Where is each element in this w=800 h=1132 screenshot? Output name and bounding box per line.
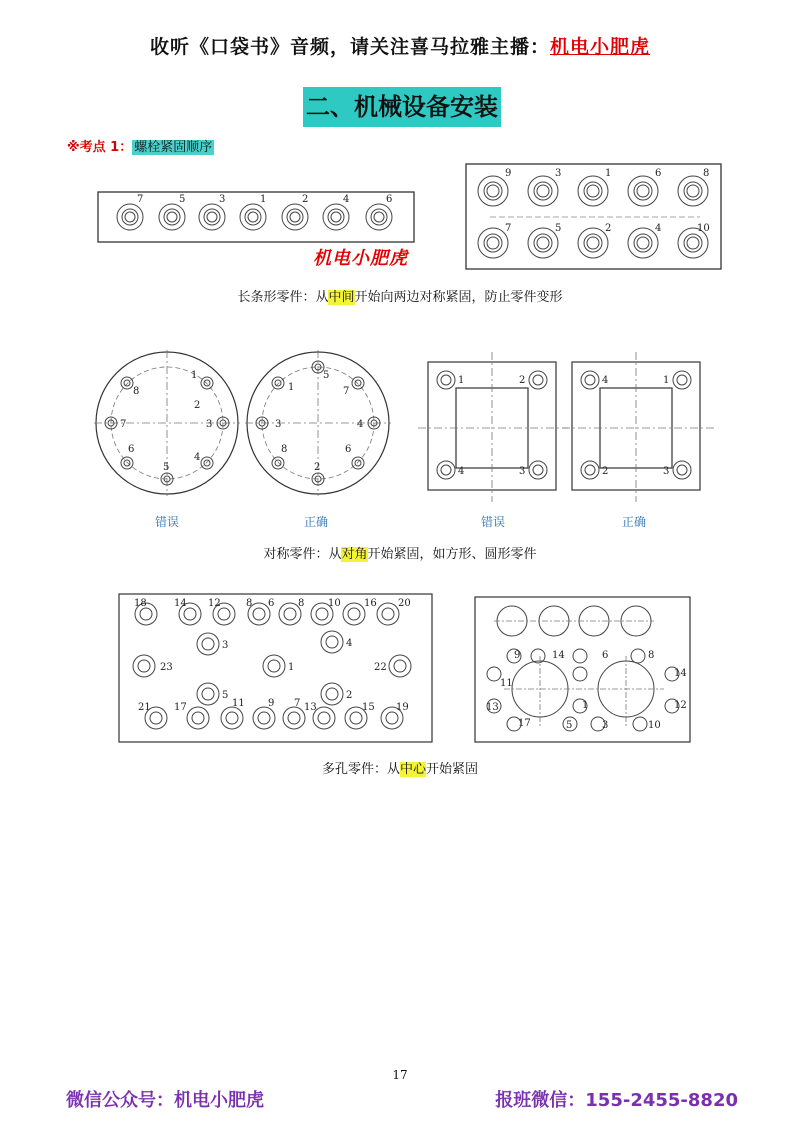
multi-num: 8 <box>246 598 253 609</box>
circle-num: 4 <box>357 419 364 430</box>
square-num: 1 <box>663 375 670 386</box>
multi-num: 22 <box>374 662 387 673</box>
caption-text: 对称零件：从 <box>263 547 342 562</box>
plate-num: 4 <box>655 223 662 234</box>
multi-num: 23 <box>160 662 173 673</box>
page-header <box>0 32 800 59</box>
square-num: 1 <box>458 375 465 386</box>
strip-num: 2 <box>302 194 309 205</box>
circle-num: 2 <box>314 462 321 473</box>
circle-num: 4 <box>194 452 201 463</box>
label-wrong: 错误 <box>481 515 506 529</box>
circle-num: 7 <box>120 419 127 430</box>
multi-num: 3 <box>222 640 229 651</box>
strip-num: 1 <box>260 194 267 205</box>
plate-num: 3 <box>555 168 562 179</box>
multi-num: 11 <box>232 698 245 709</box>
multi-num: 5 <box>222 690 229 701</box>
plate-num: 9 <box>505 168 512 179</box>
strip-num: 3 <box>219 194 226 205</box>
multi-num: 6 <box>268 598 275 609</box>
exam-point <box>67 136 214 155</box>
label-right: 正确 <box>622 515 647 529</box>
strip-num: 6 <box>386 194 393 205</box>
circle-num: 3 <box>206 419 213 430</box>
multi-num: 13 <box>304 702 317 713</box>
multi-num: 1 <box>288 662 295 673</box>
multi-num: 19 <box>396 702 409 713</box>
circle-num: 1 <box>191 370 198 381</box>
multi-num: 4 <box>346 638 353 649</box>
strip-num: 7 <box>137 194 144 205</box>
multi-num: 8 <box>298 598 305 609</box>
circle-right-figure <box>245 350 391 496</box>
multi-num: 15 <box>362 702 375 713</box>
multi-num: 2 <box>346 690 353 701</box>
hole-num: 8 <box>648 650 655 661</box>
hole-num: 1 <box>582 700 589 711</box>
multi-num: 10 <box>328 598 341 609</box>
caption-highlight: 中心 <box>399 762 426 777</box>
strip-num: 5 <box>179 194 186 205</box>
circle-num: 1 <box>288 382 295 393</box>
caption-highlight: 对角 <box>341 547 368 562</box>
hole-num: 11 <box>500 678 513 689</box>
square-num: 4 <box>458 466 465 477</box>
caption-text: 长条形零件：从 <box>237 290 329 305</box>
holes-plate-figure <box>474 596 692 744</box>
square-num: 4 <box>602 375 609 386</box>
multi-num: 17 <box>174 702 187 713</box>
multi-num: 14 <box>174 598 187 609</box>
hole-num: 17 <box>518 718 531 729</box>
hole-num: 5 <box>566 720 573 731</box>
plate-num: 6 <box>655 168 662 179</box>
square-right-figure <box>562 352 716 502</box>
multi-num: 9 <box>268 698 275 709</box>
hole-num: 12 <box>674 700 687 711</box>
circle-num: 8 <box>281 444 288 455</box>
hole-num: 14 <box>674 668 687 679</box>
strip-figure <box>97 190 417 246</box>
square-num: 2 <box>602 466 609 477</box>
multi-num: 18 <box>134 598 147 609</box>
circle-wrong-figure <box>94 350 240 496</box>
watermark: 机电小肥虎 <box>313 248 408 269</box>
hole-num: 6 <box>602 650 609 661</box>
square-num: 3 <box>519 466 526 477</box>
caption-symmetric <box>0 543 800 562</box>
caption-multi-hole <box>0 758 800 777</box>
header-brand: 机电小肥虎 <box>550 36 651 58</box>
hole-num: 3 <box>602 720 609 731</box>
caption-text: 开始紧固，如方形、圆形零件 <box>367 547 537 562</box>
multi-num: 16 <box>364 598 377 609</box>
multi-num: 21 <box>138 702 151 713</box>
circle-num: 5 <box>163 462 170 473</box>
plate-num: 2 <box>605 223 612 234</box>
caption-text: 开始紧固 <box>426 762 479 777</box>
page-number: 17 <box>392 1068 408 1082</box>
footer-contact: 报班微信：155-2455-8820 <box>495 1090 738 1111</box>
section-title: 二、机械设备安装 <box>303 87 501 127</box>
caption-highlight: 中间 <box>328 290 355 305</box>
circle-num: 2 <box>194 400 201 411</box>
hole-num: 9 <box>514 650 521 661</box>
hole-num: 13 <box>486 702 499 713</box>
circle-num: 7 <box>343 386 350 397</box>
circle-num: 8 <box>133 386 140 397</box>
exam-point-prefix: ※考点 1： <box>67 140 133 155</box>
label-right: 正确 <box>304 515 329 529</box>
exam-point-topic: 螺栓紧固顺序 <box>134 140 213 155</box>
plate-num: 10 <box>697 223 710 234</box>
multi-num: 12 <box>208 598 221 609</box>
square-num: 2 <box>519 375 526 386</box>
multi-num: 20 <box>398 598 411 609</box>
circle-num: 3 <box>275 419 282 430</box>
plate-num: 7 <box>505 223 512 234</box>
plate-num: 8 <box>703 168 710 179</box>
plate-figure <box>465 163 723 271</box>
header-text: 收听《口袋书》音频，请关注喜马拉雅主播： <box>149 36 550 58</box>
circle-num: 5 <box>323 370 330 381</box>
square-wrong-figure <box>418 352 568 502</box>
strip-num: 4 <box>343 194 350 205</box>
caption-text: 开始向两边对称紧固，防止零件变形 <box>354 290 563 305</box>
caption-text: 多孔零件：从 <box>321 762 400 777</box>
hole-num: 10 <box>648 720 661 731</box>
footer-wechat-account: 微信公众号：机电小肥虎 <box>66 1090 264 1111</box>
hole-num: 14 <box>552 650 565 661</box>
circle-num: 6 <box>128 444 135 455</box>
caption-strip <box>0 286 800 305</box>
plate-num: 1 <box>605 168 612 179</box>
plate-num: 5 <box>555 223 562 234</box>
square-num: 3 <box>663 466 670 477</box>
multi-hole-figure <box>118 592 434 744</box>
circle-num: 6 <box>345 444 352 455</box>
label-wrong: 错误 <box>155 515 180 529</box>
multi-num: 7 <box>294 698 301 709</box>
